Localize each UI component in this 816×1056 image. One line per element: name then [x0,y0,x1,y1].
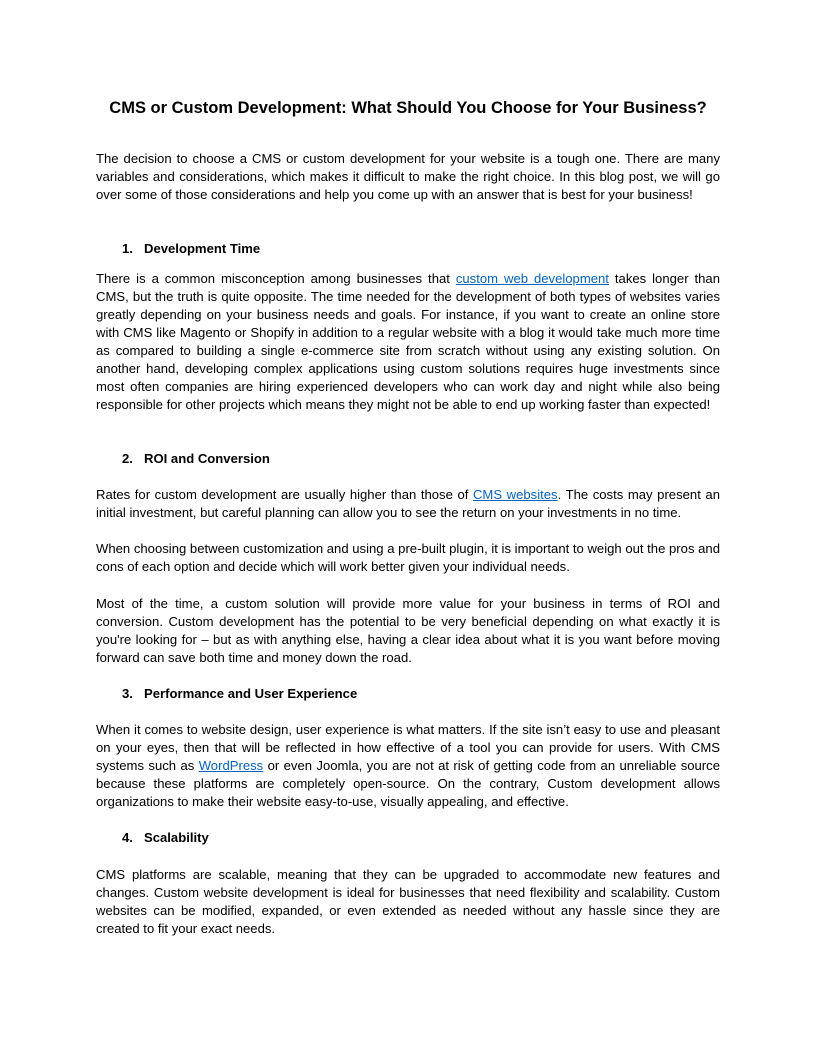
section-heading-development-time [122,240,260,258]
roi-paragraph-1 [96,486,720,522]
intro-paragraph: The decision to choose a CMS or custom development for your website is a tough one. There are many variables and considerations, which makes it difficult to make the right choice. In this blog post, we will go over some of those considerations and help you come up with an answer that is best for your business! [96,151,720,202]
text-segment: Rates for custom development are usually higher than those of [96,487,473,502]
text-segment: . The costs may present an initial investment, but careful planning can allow you to see the return on your investments in no time. [96,487,720,520]
cms-websites-link[interactable]: CMS websites [472,487,558,502]
custom-web-development-link[interactable]: custom web development [455,271,609,286]
section-number: 3. [122,686,133,701]
text-segment: or even Joomla, you are not at risk of getting code from an unreliable source because these platforms are completely open-source. On the contrary, Custom development allows organizations to make their website easy-to-use, visually appealing, and effective. [96,758,720,809]
section-number: 2. [122,451,133,466]
section-heading-text: Scalability [144,830,209,845]
text-segment: takes longer than CMS, but the truth is quite opposite. The time needed for the development of both types of websites varies greatly depending on your business needs and goals. For instance, if you want to create an online store with CMS like Magento or Shopify in addition to a regular website with a blog it would take much more time as compared to building a single e-commerce site from scratch without using any existing solution. On another hand, developing complex applications using custom solutions requires huge investments since most often companies are hiring experienced developers who can work day and night while also being responsible for other projects which means they might not be able to end up working faster than expected! [96,271,720,412]
performance-paragraph [96,721,720,811]
text-segment: When it comes to website design, user experience is what matters. If the site isn’t easy to use and pleasant on your eyes, then that will be reflected in how effective of a tool you can provide for users. With CMS systems such as [96,722,720,773]
section-number: 4. [122,830,133,845]
section-number: 1. [122,241,133,256]
roi-paragraph-3: Most of the time, a custom solution will provide more value for your business in terms of ROI and conversion. Custom development has the potential to be very beneficial depending on what exactly it is you're looking for – but as with anything else, having a clear idea about what it is you want before moving forward can save both time and money down the road. [96,596,720,665]
roi-paragraph-2: When choosing between customization and using a pre-built plugin, it is important to weigh out the pros and cons of each option and decide which will work better given your individual needs. [96,541,720,574]
text-segment: There is a common misconception among businesses that [96,271,456,286]
section-heading-performance [122,685,357,703]
development-time-paragraph [96,270,720,414]
section-heading-scalability [122,829,209,847]
section-heading-text: Performance and User Experience [144,686,358,701]
wordpress-link[interactable]: WordPress [198,758,264,773]
scalability-paragraph: CMS platforms are scalable, meaning that they can be upgraded to accommodate new features and changes. Custom website development is ideal for businesses that need flexibility and scalability. Custom websites can be modified, expanded, or even extended as needed without any hassle since they are created to fit your exact needs. [96,867,720,936]
page-title: CMS or Custom Development: What Should You Choose for Your Business? [109,99,707,117]
section-heading-text: Development Time [144,241,261,256]
section-heading-roi [122,450,270,468]
section-heading-text: ROI and Conversion [144,451,270,466]
